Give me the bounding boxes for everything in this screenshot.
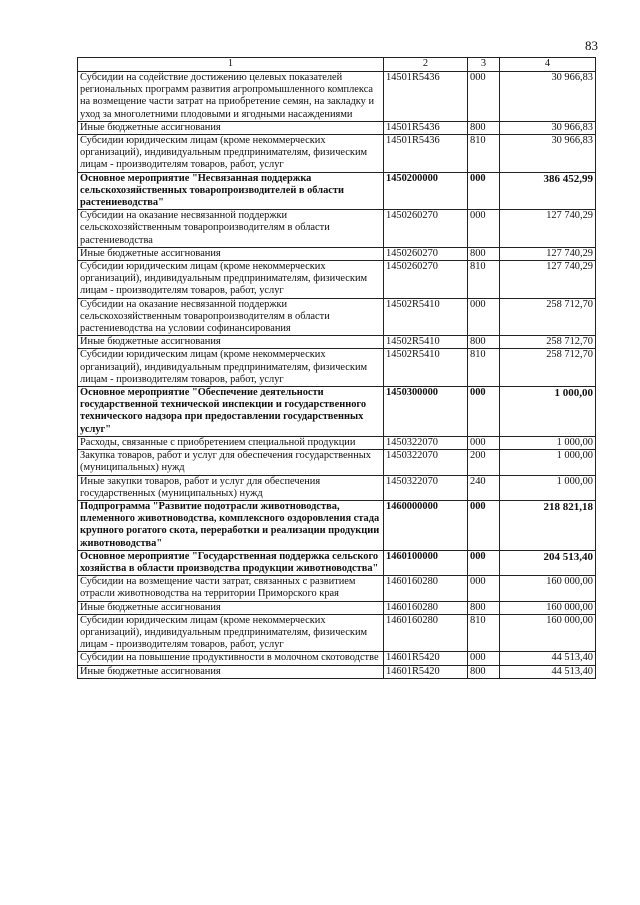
table-row xyxy=(78,135,596,173)
row-code-cell: 1460160280 xyxy=(384,576,468,601)
row-name-cell: Иные бюджетные ассигнования xyxy=(78,665,384,678)
table-row xyxy=(78,652,596,665)
row-code-cell: 1460100000 xyxy=(384,550,468,575)
row-type-cell: 000 xyxy=(468,652,500,665)
table-row xyxy=(78,72,596,122)
row-code-cell: 1450322070 xyxy=(384,475,468,500)
row-name-cell: Основное мероприятие "Государственная поддержка сельского хозяйства в области производства продукции животноводства" xyxy=(78,550,384,575)
row-type-cell: 800 xyxy=(468,247,500,260)
row-type-cell: 000 xyxy=(468,387,500,437)
table-row xyxy=(78,261,596,299)
page-number: 83 xyxy=(585,38,598,53)
table-row xyxy=(78,298,596,336)
row-name-cell: Субсидии на возмещение части затрат, связанных с развитием отрасли животноводства на территории Приморского края xyxy=(78,576,384,601)
row-type-cell: 000 xyxy=(468,298,500,336)
table-row xyxy=(78,121,596,134)
row-sum-cell: 258 712,70 xyxy=(500,336,596,349)
budget-table-body xyxy=(78,58,596,679)
row-type-cell: 800 xyxy=(468,336,500,349)
row-sum-cell: 44 513,40 xyxy=(500,665,596,678)
row-type-cell: 800 xyxy=(468,601,500,614)
row-code-cell: 1450260270 xyxy=(384,210,468,248)
header-col-3: 3 xyxy=(468,58,500,72)
row-sum-cell: 1 000,00 xyxy=(500,475,596,500)
row-type-cell: 000 xyxy=(468,172,500,210)
row-sum-cell: 160 000,00 xyxy=(500,601,596,614)
row-type-cell: 240 xyxy=(468,475,500,500)
row-type-cell: 000 xyxy=(468,210,500,248)
row-name-cell: Субсидии на содействие достижению целевых показателей региональных программ развития агропромышленного комплекса на возмещение части затрат на приобретение семян, на закладку и уход за многолетними плодовыми и ягодными насаждениями xyxy=(78,72,384,122)
row-code-cell: 1450200000 xyxy=(384,172,468,210)
row-type-cell: 810 xyxy=(468,349,500,387)
row-type-cell: 810 xyxy=(468,614,500,652)
row-sum-cell: 258 712,70 xyxy=(500,349,596,387)
row-sum-cell: 160 000,00 xyxy=(500,614,596,652)
table-row xyxy=(78,614,596,652)
row-sum-cell: 30 966,83 xyxy=(500,121,596,134)
row-code-cell: 14601R5420 xyxy=(384,665,468,678)
row-sum-cell: 127 740,29 xyxy=(500,247,596,260)
table-row xyxy=(78,475,596,500)
row-name-cell: Субсидии юридическим лицам (кроме некоммерческих организаций), индивидуальным предпринимателям, физическим лицам - производителям товаров, работ, услуг xyxy=(78,261,384,299)
row-code-cell: 1450322070 xyxy=(384,450,468,475)
table-row xyxy=(78,172,596,210)
row-sum-cell: 44 513,40 xyxy=(500,652,596,665)
table-row xyxy=(78,500,596,550)
row-name-cell: Иные бюджетные ассигнования xyxy=(78,336,384,349)
row-type-cell: 200 xyxy=(468,450,500,475)
row-name-cell: Субсидии на оказание несвязанной поддержки сельскохозяйственным товаропроизводителям в области растениеводства на условии софинансирования xyxy=(78,298,384,336)
table-row xyxy=(78,450,596,475)
row-name-cell: Субсидии на оказание несвязанной поддержки сельскохозяйственным товаропроизводителям в области растениеводства xyxy=(78,210,384,248)
row-sum-cell: 1 000,00 xyxy=(500,387,596,437)
row-name-cell: Субсидии юридическим лицам (кроме некоммерческих организаций), индивидуальным предпринимателям, физическим лицам - производителям товаров, работ, услуг xyxy=(78,135,384,173)
row-code-cell: 14501R5436 xyxy=(384,135,468,173)
row-sum-cell: 127 740,29 xyxy=(500,210,596,248)
row-name-cell: Иные бюджетные ассигнования xyxy=(78,121,384,134)
row-code-cell: 14501R5436 xyxy=(384,72,468,122)
row-name-cell: Закупка товаров, работ и услуг для обеспечения государственных (муниципальных) нужд xyxy=(78,450,384,475)
header-col-1: 1 xyxy=(78,58,384,72)
row-code-cell: 1450260270 xyxy=(384,261,468,299)
row-sum-cell: 30 966,83 xyxy=(500,72,596,122)
table-row xyxy=(78,336,596,349)
row-sum-cell: 160 000,00 xyxy=(500,576,596,601)
header-col-2: 2 xyxy=(384,58,468,72)
table-row xyxy=(78,576,596,601)
row-sum-cell: 218 821,18 xyxy=(500,500,596,550)
row-name-cell: Иные бюджетные ассигнования xyxy=(78,601,384,614)
row-name-cell: Субсидии юридическим лицам (кроме некоммерческих организаций), индивидуальным предпринимателям, физическим лицам - производителям товаров, работ, услуг xyxy=(78,349,384,387)
row-name-cell: Иные бюджетные ассигнования xyxy=(78,247,384,260)
table-row xyxy=(78,210,596,248)
row-name-cell: Субсидии на повышение продуктивности в молочном скотоводстве xyxy=(78,652,384,665)
row-sum-cell: 204 513,40 xyxy=(500,550,596,575)
table-row xyxy=(78,349,596,387)
budget-table xyxy=(77,57,596,679)
table-header-row xyxy=(78,58,596,72)
row-name-cell: Основное мероприятие "Несвязанная поддержка сельскохозяйственных товаропроизводителей в области растениеводства" xyxy=(78,172,384,210)
row-type-cell: 800 xyxy=(468,665,500,678)
table-row xyxy=(78,247,596,260)
row-type-cell: 000 xyxy=(468,576,500,601)
row-code-cell: 1460160280 xyxy=(384,614,468,652)
row-sum-cell: 386 452,99 xyxy=(500,172,596,210)
table-row xyxy=(78,601,596,614)
row-code-cell: 1450300000 xyxy=(384,387,468,437)
row-name-cell: Подпрограмма "Развитие подотрасли животноводства, племенного животноводства, комплексного оздоровления стада крупного рогатого скота, переработки и реализации продукции животноводства" xyxy=(78,500,384,550)
row-code-cell: 1450260270 xyxy=(384,247,468,260)
table-row xyxy=(78,436,596,449)
row-name-cell: Субсидии юридическим лицам (кроме некоммерческих организаций), индивидуальным предпринимателям, физическим лицам - производителям товаров, работ, услуг xyxy=(78,614,384,652)
row-name-cell: Основное мероприятие "Обеспечение деятельности государственной технической инспекции и государственного технического надзора при предоставлении государственных услуг" xyxy=(78,387,384,437)
row-code-cell: 14601R5420 xyxy=(384,652,468,665)
row-sum-cell: 30 966,83 xyxy=(500,135,596,173)
header-col-4: 4 xyxy=(500,58,596,72)
row-type-cell: 810 xyxy=(468,135,500,173)
row-type-cell: 810 xyxy=(468,261,500,299)
row-type-cell: 800 xyxy=(468,121,500,134)
row-sum-cell: 1 000,00 xyxy=(500,436,596,449)
row-type-cell: 000 xyxy=(468,500,500,550)
row-code-cell: 1450322070 xyxy=(384,436,468,449)
row-type-cell: 000 xyxy=(468,72,500,122)
row-sum-cell: 258 712,70 xyxy=(500,298,596,336)
row-type-cell: 000 xyxy=(468,550,500,575)
row-code-cell: 14502R5410 xyxy=(384,349,468,387)
table-row xyxy=(78,665,596,678)
row-name-cell: Иные закупки товаров, работ и услуг для обеспечения государственных (муниципальных) нужд xyxy=(78,475,384,500)
row-code-cell: 14502R5410 xyxy=(384,298,468,336)
row-code-cell: 14501R5436 xyxy=(384,121,468,134)
row-code-cell: 1460000000 xyxy=(384,500,468,550)
row-type-cell: 000 xyxy=(468,436,500,449)
row-sum-cell: 127 740,29 xyxy=(500,261,596,299)
row-code-cell: 14502R5410 xyxy=(384,336,468,349)
row-code-cell: 1460160280 xyxy=(384,601,468,614)
table-row xyxy=(78,550,596,575)
table-row xyxy=(78,387,596,437)
row-name-cell: Расходы, связанные с приобретением специальной продукции xyxy=(78,436,384,449)
row-sum-cell: 1 000,00 xyxy=(500,450,596,475)
